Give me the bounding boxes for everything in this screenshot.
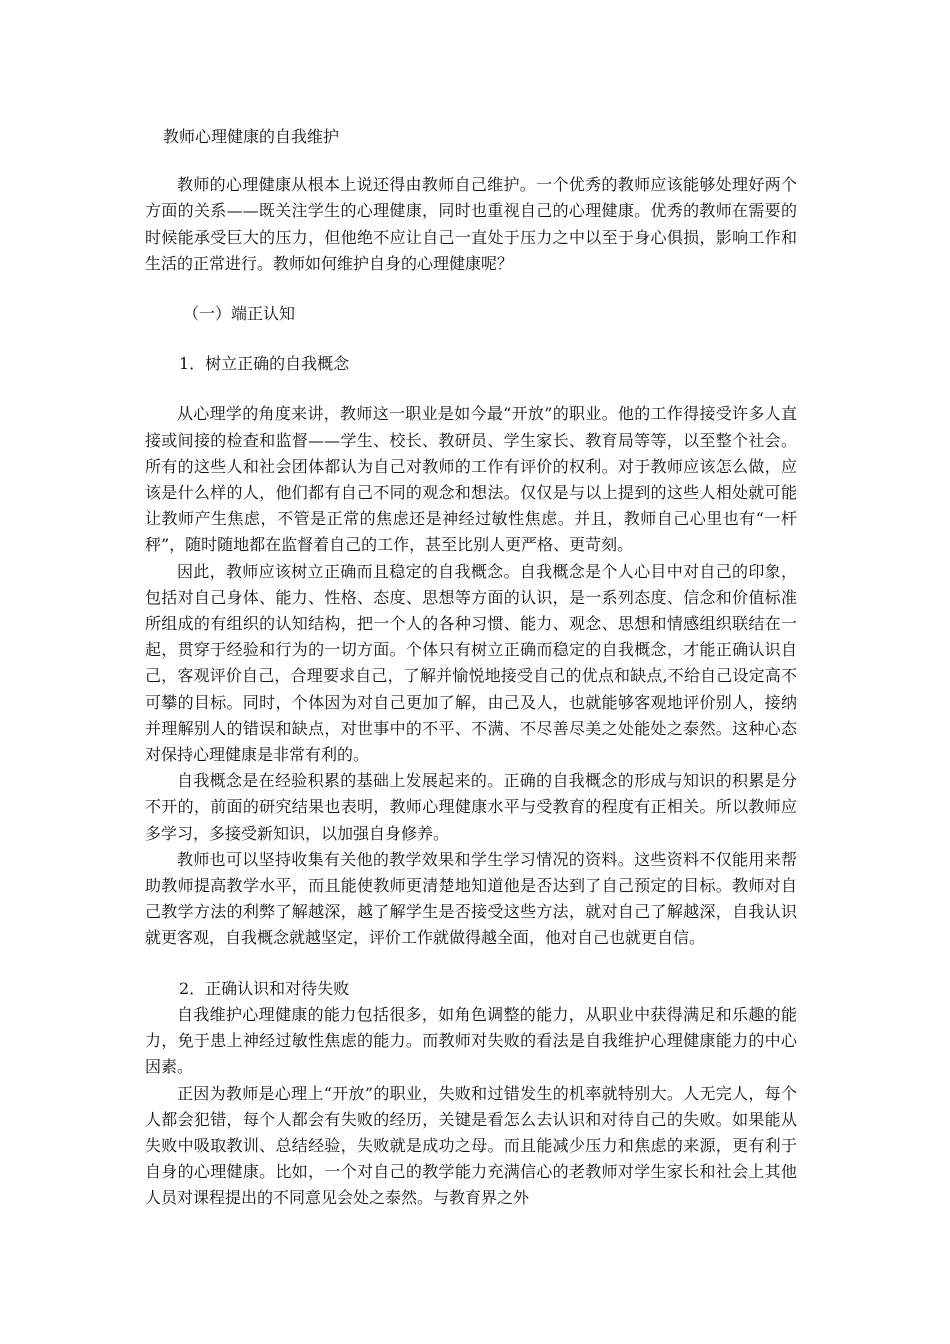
subheading-handling-failure: 2．正确认识和对待失败: [179, 978, 350, 998]
paragraph: 从心理学的角度来讲，教师这一职业是如今最“开放”的职业。他的工作得接受许多人直接或间接的检查和监督——学生、校长、教研员、学生家长、教育局等等，以至整个社会。所有的这些人和社会团体都认为自己对教师的工作有评价的权利。对于教师应该怎么做，应该是什么样的人，他们都有自己不同的观念和想法。仅仅是与以上提到的这些人相处就可能让教师产生焦虑，不管是正常的焦虑还是神经过敏性焦虑。并且，教师自己心里也有“一杆秤”，随时随地都在监督着自己的工作，甚至比别人更严格、更苛刻。: [145, 404, 797, 555]
spacer: [145, 327, 797, 351]
paragraph: 自我概念是在经验积累的基础上发展起来的。正确的自我概念的形成与知识的积累是分不开的，前面的研究结果也表明，教师心理健康水平与受教育的程度有正相关。所以教师应多学习，多接受新知识，以加强自身修养。: [145, 771, 797, 843]
paragraph: 因此，教师应该树立正确而且稳定的自我概念。自我概念是个人心目中对自己的印象，包括对自己身体、能力、性格、态度、思想等方面的认识，是一系列态度、信念和价值标准所组成的有组织的认知结构，把一个人的各种习惯、能力、观念、思想和情感组织联结在一起，贯穿于经验和行为的一切方面。个体只有树立正确而稳定的自我概念，才能正确认识自己，客观评价自己，合理要求自己，了解并愉悦地接受自己的优点和缺点,不给自己设定高不可攀的目标。同时，个体因为对自己更加了解，由己及人，也就能够客观地评价别人，接纳并理解别人的错误和缺点，对世事中的不平、不满、不尽善尽美之处能处之泰然。这种心态对保持心理健康是非常有利的。: [145, 561, 797, 765]
paragraph: 自我维护心理健康的能力包括很多，如角色调整的能力，从职业中获得满足和乐趣的能力，免于患上神经过敏性焦虑的能力。而教师对失败的看法是自我维护心理健康能力的中心因素。: [145, 1004, 797, 1077]
subheading-self-concept: 1．树立正确的自我概念: [179, 354, 350, 374]
spacer: [145, 277, 797, 301]
document-page: [145, 124, 797, 1212]
spacer: [145, 377, 797, 401]
spacer: [145, 952, 797, 976]
paragraph: 正因为教师是心理上“开放”的职业，失败和过错发生的机率就特别大。人无完人，每个人都会犯错，每个人都会有失败的经历，关键是看怎么去认识和对待自己的失败。如果能从失败中吸取教训、总结经验，失败就是成功之母。而且能减少压力和焦虑的来源，更有利于自身的心理健康。比如，一个对自己的教学能力充满信心的老教师对学生家长和社会上其他人员对课程提出的不同意见会处之泰然。与教育界之外: [145, 1083, 797, 1208]
document-title: 教师心理健康的自我维护: [163, 127, 340, 146]
paragraph: 教师也可以坚持收集有关他的教学效果和学生学习情况的资料。这些资料不仅能用来帮助教师提高教学水平，而且能使教师更清楚地知道他是否达到了自己预定的目标。教师对自己教学方法的利弊了解越深，越了解学生是否接受这些方法，就对自己了解越深，自我认识就更客观，自我概念就越坚定，评价工作就做得越全面，他对自己也就更自信。: [145, 849, 797, 948]
intro-paragraph: 教师的心理健康从根本上说还得由教师自己维护。一个优秀的教师应该能够处理好两个方面的关系——既关注学生的心理健康，同时也重视自己的心理健康。优秀的教师在需要的时候能承受巨大的压力，但他绝不应让自己一直处于压力之中以至于身心俱损，影响工作和生活的正常进行。教师如何维护自身的心理健康呢？: [145, 175, 797, 273]
section-heading-correct-cognition: （一）端正认知: [183, 304, 296, 324]
